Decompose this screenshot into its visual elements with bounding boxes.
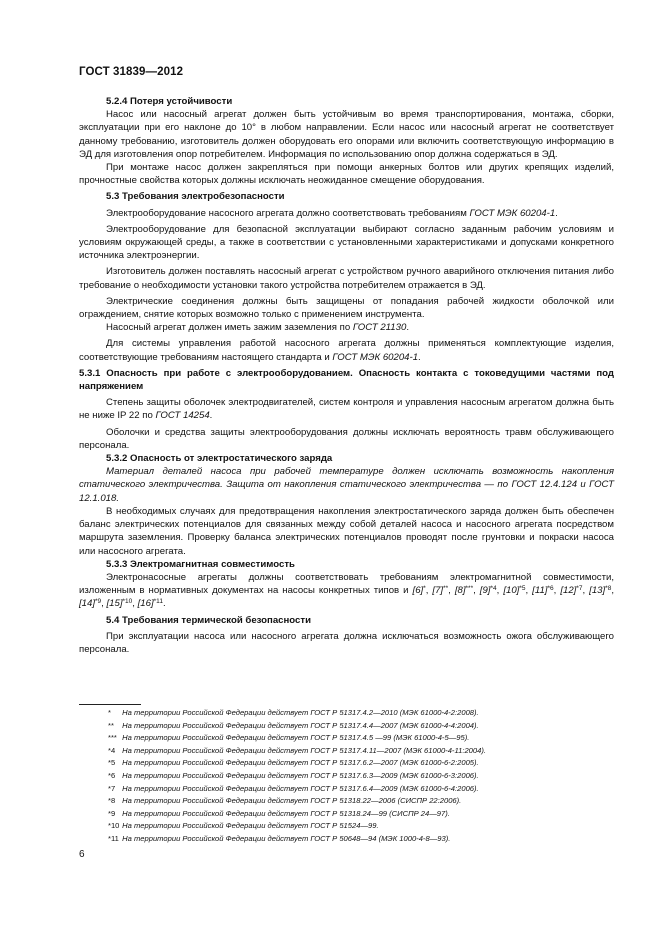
paragraph: Материал деталей насоса при рабочей температуре должен исключать возможность накопления статического электричества. Защита от накопления статического электричества — по ГОСТ 12.4.124 и ГОСТ 12.1.018. <box>79 466 614 504</box>
footnote-marker: *10 <box>108 821 120 831</box>
reference-item <box>107 598 133 609</box>
footnote-standard: ГОСТ Р 51317.6.2—2007 (МЭК 61000-6-2:2005). <box>310 758 479 768</box>
footnote-marker: *11 <box>108 833 119 843</box>
paragraph: Электрические соединения должны быть защищены от попадания рабочей жидкости оболочкой или ограждением, снятие которых возможно только с применением инструмента. <box>79 295 614 321</box>
footnote-marker: *6 <box>108 770 116 780</box>
reference-item <box>79 598 101 609</box>
reference-number: [15] <box>106 598 123 610</box>
paragraph: При эксплуатации насоса или насосного агрегата должна исключаться возможность ожога обслуживающего персонала. <box>79 630 614 655</box>
footnote-text: На территории Российской Федерации действует <box>122 720 311 730</box>
footnote <box>79 707 619 720</box>
page-number: 6 <box>79 849 85 860</box>
paragraph <box>79 396 614 422</box>
punctuation: . <box>418 351 421 363</box>
standard-reference: ГОСТ МЭК 60204-1 <box>332 351 419 363</box>
footnote-text: На территории Российской Федерации действует <box>122 733 311 743</box>
footnote-text: На территории Российской Федерации действует <box>122 758 311 768</box>
footnote <box>79 757 619 770</box>
reference-item <box>432 585 448 596</box>
reference-item <box>480 585 497 596</box>
footnote-marker: *7 <box>576 585 583 593</box>
paragraph-text: Степень защиты оболочек электродвигателей, систем контроля и управления насосным агрегатом должна быть не ниже IP 22 по <box>79 397 614 422</box>
standard-reference: ГОСТ 14254 <box>155 410 210 422</box>
section-heading-5-3-1: 5.3.1 Опасность при работе с электрооборудованием. Опасность контакта с токоведущими частями под напряжением <box>79 367 614 393</box>
footnote-standard: ГОСТ Р 51318.24—99 (СИСПР 24—97). <box>310 808 450 818</box>
paragraph: Насос или насосный агрегат должен быть устойчивым во время транспортирования, монтажа, сборки, эксплуатации при его наклоне до 10° в любом направлении. Если насос или насосный агрегат не соответствует данному требованию, изготовитель должен оборудовать его опорами или включить соответствующую информацию в ЭД для изготовления опор потребителем. Информация по использованию опор должна содержаться в ЭД. <box>79 109 614 160</box>
reference-number: [9] <box>479 585 491 597</box>
footnote-text: На территории Российской Федерации действует <box>122 770 311 780</box>
paragraph <box>79 321 614 334</box>
reference-number: [14] <box>79 598 96 610</box>
punctuation: . <box>555 207 558 219</box>
footnote-standard: ГОСТ Р 51524—99. <box>310 821 379 831</box>
footnote <box>79 808 619 821</box>
footnote <box>79 720 619 733</box>
footnote-text: На территории Российской Федерации действует <box>122 745 311 755</box>
paragraph: Электрооборудование для безопасной эксплуатации выбирают согласно заданным рабочим условиям и условиям окружающей среды, а также в соответствии с установленными характеристиками и допусками конкретного источника электроэнергии. <box>79 223 614 262</box>
footnote-marker: *11 <box>153 598 163 606</box>
reference-item <box>413 585 426 596</box>
footnote-standard: ГОСТ Р 51317.4.5 —99 (МЭК 61000-4-5—95). <box>310 733 470 743</box>
paragraph <box>79 207 614 220</box>
paragraph <box>79 337 614 363</box>
reference-number: [12] <box>560 585 577 597</box>
reference-item <box>503 585 525 596</box>
footnote-standard: ГОСТ Р 51317.4.11—2007 (МЭК 61000-4-11:2004). <box>310 745 486 755</box>
footnote-marker: ** <box>108 720 114 730</box>
paragraph-text: Насосный агрегат должен иметь зажим заземления по <box>106 322 351 334</box>
footnote-standard: ГОСТ Р 51318.22—2006 (СИСПР 22:2006). <box>310 796 462 806</box>
reference-number: [16] <box>137 598 154 610</box>
footnote-marker: *7 <box>108 783 116 793</box>
footnote-text: На территории Российской Федерации действует <box>122 783 311 793</box>
footnotes <box>79 707 619 846</box>
footnote-marker: *5 <box>519 585 526 593</box>
punctuation: . <box>162 598 166 610</box>
paragraph-text: Электронасосные агрегаты должны соответствовать требованиям электромагнитной совместимости, изложенным в нормативных документах на насосы конкретных типов и <box>79 571 614 597</box>
paragraph-text: Электрооборудование насосного агрегата должно соответствовать требованиям <box>106 207 467 219</box>
reference-number: [8] <box>454 585 466 597</box>
section-heading-5-3-3: 5.3.3 Электромагнитная совместимость <box>106 558 295 570</box>
section-heading-5-3-2: 5.3.2 Опасность от электростатического заряда <box>106 453 333 465</box>
paragraph: Оболочки и средства защиты электрооборудования должны исключать вероятность травм обслуживающего персонала. <box>79 426 614 451</box>
footnote-marker: *10 <box>122 598 133 606</box>
footnote-text: На территории Российской Федерации действует <box>122 808 311 818</box>
footnote-text: На территории Российской Федерации действует <box>122 833 311 843</box>
section-heading-5-2-4: 5.2.4 Потеря устойчивости <box>106 96 233 107</box>
footnote-standard: ГОСТ Р 50648—94 (МЭК 1000-4-8—93). <box>310 833 451 843</box>
reference-number: [11] <box>532 585 548 597</box>
footnote-text: На территории Российской Федерации действует <box>122 821 311 831</box>
punctuation: . <box>209 410 213 422</box>
footnote-marker: * <box>108 708 111 717</box>
document-body <box>79 95 614 656</box>
footnote-marker: *4 <box>108 745 116 755</box>
footnote-marker: *** <box>108 733 117 743</box>
reference-item <box>455 585 473 596</box>
reference-item <box>138 598 163 609</box>
footnote-text: На территории Российской Федерации действует <box>122 796 311 806</box>
standard-reference: ГОСТ МЭК 60204-1 <box>469 207 556 219</box>
footnote-marker: *8 <box>108 796 116 806</box>
footnote-marker: * <box>423 585 426 593</box>
footnote <box>79 770 619 783</box>
footnote-marker: *6 <box>547 585 554 593</box>
reference-item <box>589 585 611 596</box>
footnote-standard: ГОСТ Р 51317.6.3—2009 (МЭК 61000-6-3:2006). <box>310 770 479 780</box>
footnote-divider <box>79 704 141 705</box>
footnote-standard: ГОСТ Р 51317.6.4—2009 (МЭК 61000-6-4:2006). <box>310 783 479 793</box>
reference-number: [6] <box>412 585 424 597</box>
paragraph: Изготовитель должен поставлять насосный агрегат с устройством ручного аварийного отключения питания либо требование о необходимости установки такого устройства потребителем отражается в ЭД. <box>79 266 614 291</box>
footnote <box>79 732 619 745</box>
footnote-marker: *5 <box>108 758 116 768</box>
reference-number: [7] <box>432 585 444 597</box>
paragraph <box>79 571 614 611</box>
punctuation: . <box>406 322 409 334</box>
footnote <box>79 745 619 758</box>
footnote-marker: *4 <box>490 585 497 593</box>
footnote <box>79 783 619 796</box>
reference-item <box>560 585 582 596</box>
reference-number: [10] <box>503 585 520 597</box>
footnote-text: На территории Российской Федерации действует <box>122 708 311 717</box>
footnote <box>79 833 619 846</box>
footnote-marker: ** <box>443 585 449 593</box>
section-heading-5-3: 5.3 Требования электробезопасности <box>106 191 285 203</box>
footnote-marker: *8 <box>605 585 612 593</box>
reference-number: [13] <box>589 585 606 597</box>
footnote-marker: *9 <box>108 808 116 818</box>
paragraph-text: Для системы управления работой насосного агрегата должны применяться комплектующие изделия, соответствующие требованиям настоящего стандарта и <box>79 338 614 363</box>
footnote <box>79 795 619 808</box>
reference-list: [6]*, [7]**, [8]***, $[9]^{*4}$, $[10]^{*5}$, $[11]^{*6}$, $[12]^{*7}$, $[13]^{*8}$, $[14]^{*9}$, $[15]^{*10}$, $[16]^{*11}$ <box>79 585 615 610</box>
reference-item <box>532 585 553 596</box>
section-heading-5-4: 5.4 Требования термической безопасности <box>106 614 311 626</box>
footnote <box>79 820 619 833</box>
document-header: ГОСТ 31839—2012 <box>79 66 184 78</box>
footnote-marker: *9 <box>95 598 102 606</box>
footnote-standard: ГОСТ Р 51317.4.2—2010 (МЭК 61000-4-2:2008). <box>310 708 479 717</box>
footnote-marker: *** <box>465 585 474 593</box>
standard-reference: ГОСТ 21130 <box>352 322 407 334</box>
footnote-standard: ГОСТ Р 51317.4.4—2007 (МЭК 61000-4-4:2004). <box>310 720 479 730</box>
paragraph: В необходимых случаях для предотвращения накопления электростатического заряда должен быть обеспечен баланс электрических потенциалов для связанных между собой деталей насоса и насосного агрегата посредством маршрута заземления. Проверку баланса электрических потенциалов проводят после грунтовки и покраски насоса или насосного агрегата. <box>79 505 614 557</box>
paragraph: При монтаже насос должен закрепляться при помощи анкерных болтов или других крепящих изделий, прочностные свойства которых должны исключать неожиданное смещение оборудования. <box>79 162 614 187</box>
